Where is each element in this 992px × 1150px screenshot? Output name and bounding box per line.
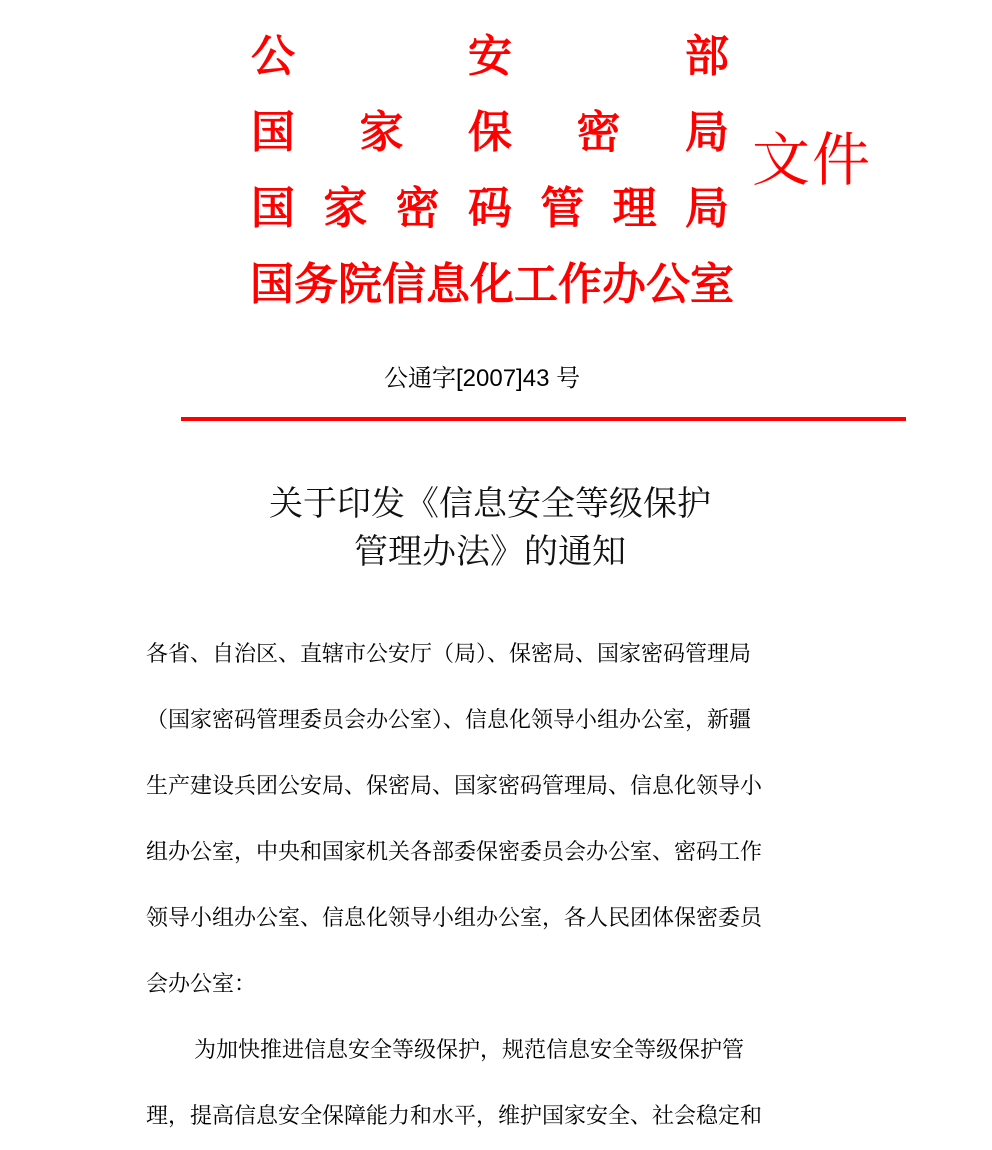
document-title	[220, 480, 760, 576]
issuer-char: 公	[251, 31, 295, 82]
issuer-char: 工	[514, 259, 558, 310]
issuer-char: 国	[250, 259, 294, 310]
issuing-authorities-header	[250, 28, 734, 332]
issuer-char: 密	[576, 107, 621, 158]
issuer-char: 理	[612, 183, 657, 234]
body-line: 会办公室：	[146, 972, 257, 997]
issuer-char: 办	[602, 259, 646, 310]
issuer-char: 信	[382, 259, 426, 310]
issuer-char: 公	[646, 259, 690, 310]
issuer-char: 局	[685, 107, 729, 158]
issuer-char: 务	[294, 259, 338, 310]
issuer-char: 院	[338, 259, 382, 310]
issuer-char: 码	[467, 183, 512, 234]
issuer-char: 保	[468, 107, 512, 158]
document-body	[146, 622, 846, 1150]
document-title-line-2: 管理办法》的通知	[354, 532, 626, 572]
issuer-char: 室	[690, 259, 734, 310]
document-label: 文件	[752, 126, 873, 194]
body-paragraph-start: 为加快推进信息安全等级保护，规范信息安全等级保护管	[194, 1038, 745, 1063]
issuer-char: 管	[540, 183, 585, 234]
issuer-state-council-informatization-office	[250, 256, 734, 314]
issuer-char: 密	[395, 183, 440, 234]
body-line: 理，提高信息安全保障能力和水平，维护国家安全、社会稳定和	[146, 1104, 763, 1129]
document-number: 公通字[2007]43 号	[384, 365, 581, 392]
issuer-char: 家	[323, 183, 368, 234]
document-title-line-1: 关于印发《信息安全等级保护	[269, 484, 711, 524]
body-line: （国家密码管理委员会办公室）、信息化领导小组办公室，新疆	[146, 708, 752, 733]
body-line: 各省、自治区、直辖市公安厅（局）、保密局、国家密码管理局	[146, 642, 752, 667]
issuer-char: 家	[359, 107, 404, 158]
issuer-ministry-of-public-security	[250, 28, 730, 86]
issuer-char: 局	[684, 183, 729, 234]
issuer-char: 化	[470, 259, 514, 310]
body-line: 生产建设兵团公安局、保密局、国家密码管理局、信息化领导小	[146, 774, 763, 799]
body-line: 领导小组办公室、信息化领导小组办公室，各人民团体保密委员	[146, 906, 763, 931]
issuer-char: 安	[468, 31, 512, 82]
issuer-char: 国	[251, 183, 295, 234]
issuer-char: 作	[558, 259, 602, 310]
body-line: 组办公室，中央和国家机关各部委保密委员会办公室、密码工作	[146, 840, 763, 865]
issuer-state-cryptography-administration	[250, 180, 730, 238]
issuer-char: 国	[251, 107, 295, 158]
issuer-char: 息	[426, 259, 470, 310]
issuer-char: 部	[685, 31, 729, 82]
red-divider-rule	[181, 417, 906, 421]
issuer-state-secrets-bureau	[250, 104, 730, 162]
